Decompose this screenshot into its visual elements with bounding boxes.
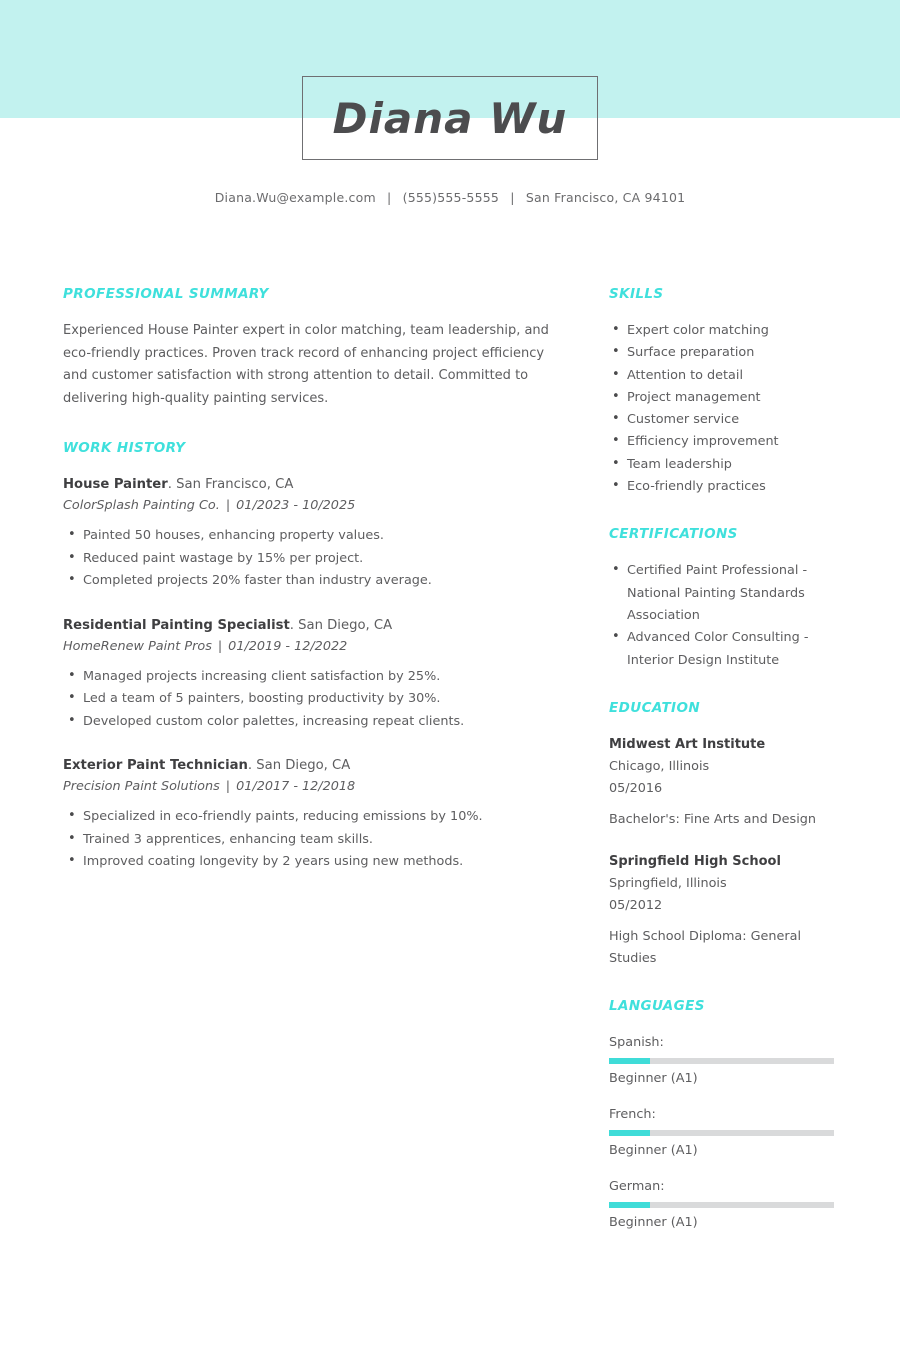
job-list: [63, 474, 555, 874]
section-professional-summary: [63, 286, 555, 410]
job-bullet: • Reduced paint wastage by 15% per project.: [63, 548, 555, 571]
job-bullet-list: [63, 525, 555, 593]
education-location: Chicago, Illinois: [609, 758, 710, 774]
job-bullet-list: [63, 806, 555, 874]
skill-item: • Efficiency improvement: [609, 431, 841, 453]
languages-list: [609, 1032, 841, 1233]
job-location: . San Diego, CA: [247, 758, 351, 773]
education-date: 05/2016: [609, 780, 663, 796]
job-entry: [63, 474, 555, 593]
skill-item: • Team leadership: [609, 454, 841, 476]
language-proficiency-fill: [609, 1202, 650, 1208]
job-bullet: • Specialized in eco-friendly paints, reducing emissions by 10%.: [63, 806, 555, 829]
section-work-history: [63, 440, 555, 874]
job-title-line: [63, 755, 555, 776]
education-date: 05/2012: [609, 897, 663, 913]
skills-list: [609, 320, 841, 498]
job-bullet-list: [63, 666, 555, 734]
job-bullet: • Painted 50 houses, enhancing property values.: [63, 525, 555, 548]
job-separator: |: [217, 638, 223, 654]
section-heading-certifications: CERTIFICATIONS: [609, 526, 738, 543]
job-company-line: [63, 776, 555, 797]
job-bullet: • Trained 3 apprentices, enhancing team skills.: [63, 829, 555, 852]
language-proficiency-bar: [609, 1130, 834, 1136]
contact-location: San Francisco, CA 94101: [525, 190, 686, 205]
language-proficiency-bar: [609, 1202, 834, 1208]
skill-item: • Attention to detail: [609, 365, 841, 387]
certification-item: • Certified Paint Professional - National Painting Standards Association: [609, 560, 841, 627]
job-company: HomeRenew Paint Pros: [63, 638, 212, 654]
language-proficiency-fill: [609, 1130, 650, 1136]
contact-separator-1: |: [387, 190, 392, 205]
job-separator: |: [225, 779, 231, 794]
summary-text: Experienced House Painter expert in color matching, team leadership, and eco-friendly practices. Proven track record of enhancing project efficiency and customer satisfaction with strong attention to detail. Committed to delivering high-quality painting services.: [63, 323, 549, 406]
language-proficiency-fill: [609, 1058, 650, 1064]
job-bullet: • Managed projects increasing client satisfaction by 25%.: [63, 666, 555, 689]
job-dates: 01/2023 - 10/2025: [236, 498, 356, 513]
section-skills: [609, 286, 841, 498]
left-column: [63, 286, 555, 904]
education-degree: High School Diploma: General Studies: [609, 928, 802, 966]
language-proficiency-bar: [609, 1058, 834, 1064]
language-entry: [609, 1104, 841, 1161]
job-entry: [63, 615, 555, 734]
section-languages: [609, 998, 841, 1233]
job-dates: 01/2019 - 12/2022: [228, 638, 348, 654]
language-entry: [609, 1032, 841, 1089]
skill-item: • Surface preparation: [609, 342, 841, 364]
job-title: Exterior Paint Technician: [63, 758, 248, 773]
language-level: Beginner (A1): [609, 1070, 698, 1086]
language-name: Spanish:: [609, 1034, 664, 1050]
education-entry: [609, 851, 841, 970]
section-heading-summary: PROFESSIONAL SUMMARY: [63, 286, 269, 302]
job-title: Residential Painting Specialist: [63, 617, 290, 633]
education-entry: [609, 734, 841, 831]
job-separator: |: [225, 498, 231, 513]
section-certifications: [609, 526, 841, 671]
job-bullet: • Completed projects 20% faster than industry average.: [63, 570, 555, 593]
job-title-line: [63, 615, 555, 636]
language-name: French:: [609, 1106, 656, 1122]
education-school: Midwest Art Institute: [609, 736, 766, 752]
education-school: Springfield High School: [609, 853, 781, 869]
contact-email: Diana.Wu@example.com: [214, 190, 376, 205]
candidate-name: Diana Wu: [332, 93, 568, 143]
language-entry: [609, 1176, 841, 1233]
skill-item: • Project management: [609, 387, 841, 409]
job-bullet: • Improved coating longevity by 2 years using new methods.: [63, 851, 555, 874]
certifications-list: [609, 560, 841, 671]
contact-phone: (555)555-5555: [402, 190, 500, 205]
job-company-line: [63, 495, 555, 516]
education-list: [609, 734, 841, 970]
name-box: [302, 76, 598, 160]
job-bullet: • Led a team of 5 painters, boosting productivity by 30%.: [63, 688, 555, 711]
education-location: Springfield, Illinois: [609, 875, 727, 891]
education-degree: Bachelor's: Fine Arts and Design: [609, 811, 816, 827]
job-title: House Painter: [63, 477, 168, 492]
job-dates: 01/2017 - 12/2018: [236, 779, 356, 794]
job-company: Precision Paint Solutions: [63, 779, 220, 794]
job-location: . San Francisco, CA: [167, 477, 294, 492]
section-heading-languages: LANGUAGES: [609, 997, 705, 1014]
job-bullet: • Developed custom color palettes, increasing repeat clients.: [63, 711, 555, 734]
right-column: [609, 286, 841, 1261]
job-entry: [63, 755, 555, 874]
job-title-line: [63, 474, 555, 495]
section-heading-skills: SKILLS: [609, 286, 664, 302]
contact-separator-2: |: [510, 190, 515, 205]
contact-line: [0, 190, 900, 205]
job-company: ColorSplash Painting Co.: [63, 498, 220, 513]
language-name: German:: [609, 1178, 665, 1194]
section-education: [609, 700, 841, 970]
skill-item: • Customer service: [609, 409, 841, 431]
certification-item: • Advanced Color Consulting - Interior Design Institute: [609, 627, 841, 672]
job-company-line: [63, 636, 555, 657]
section-heading-work-history: WORK HISTORY: [63, 440, 186, 456]
language-level: Beginner (A1): [609, 1214, 698, 1230]
job-location: . San Diego, CA: [289, 617, 393, 633]
skill-item: • Expert color matching: [609, 320, 841, 342]
skill-item: • Eco-friendly practices: [609, 476, 841, 498]
language-level: Beginner (A1): [609, 1142, 698, 1158]
section-heading-education: EDUCATION: [609, 699, 701, 716]
